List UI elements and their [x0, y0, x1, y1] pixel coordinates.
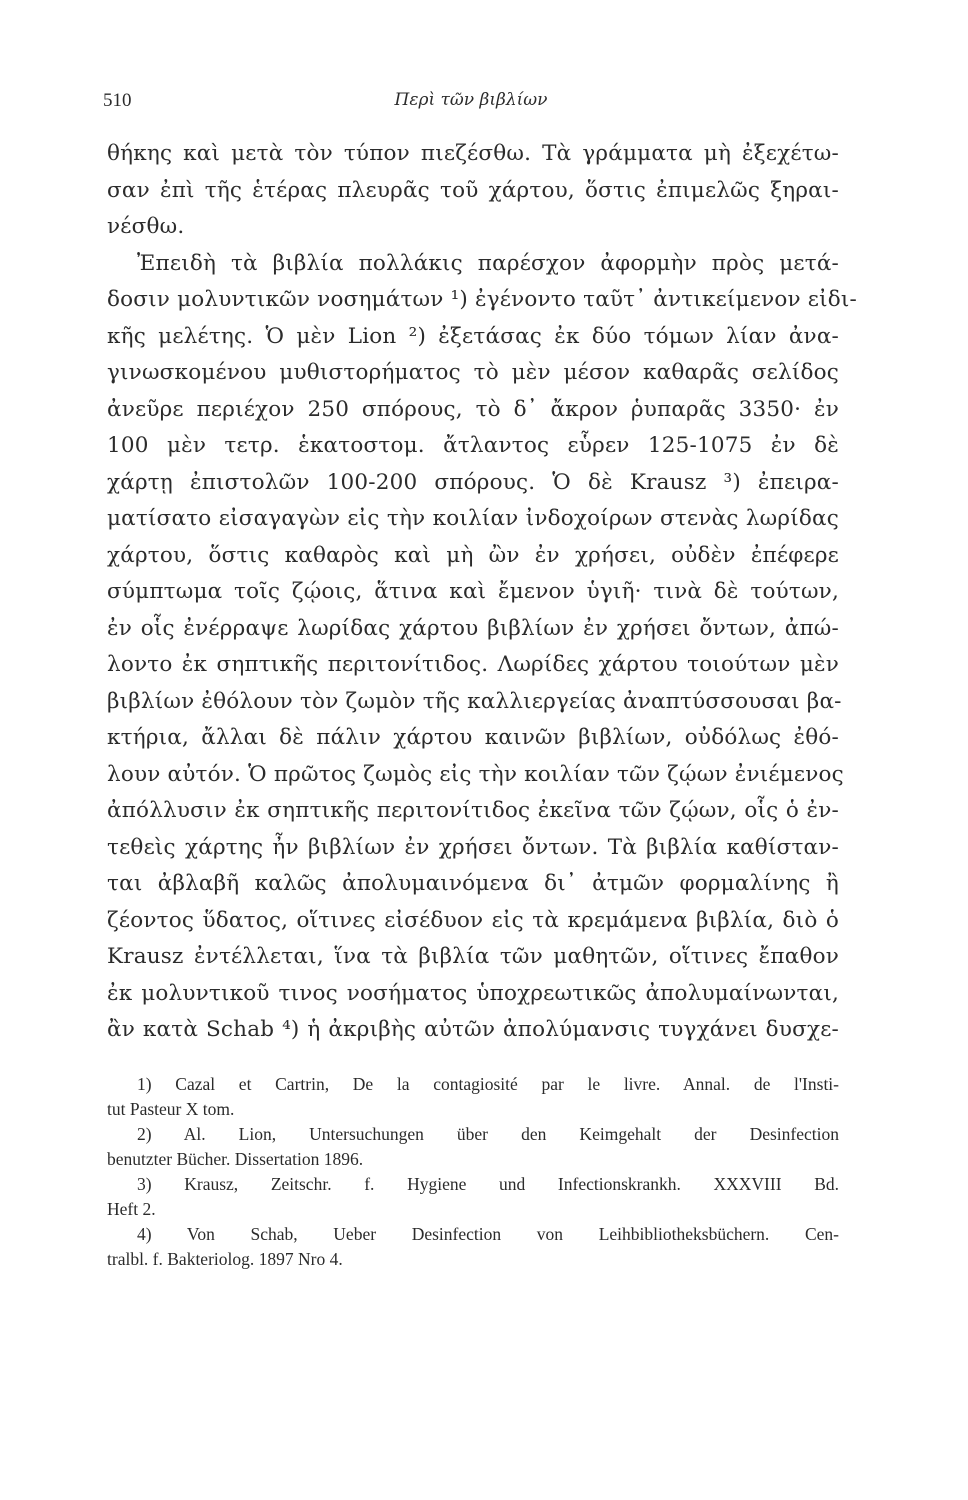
page-header	[103, 90, 839, 120]
text-line: λοντο ἐκ σηπτικῆς περιτονίτιδος. Λωρίδες χάρτου τοιούτων μὲν	[107, 652, 839, 677]
text-line: σαν ἐπὶ τῆς ἑτέρας πλευρᾶς τοῦ χάρτου, ὅστις ἐπιμελῶς ξηραι-	[107, 177, 839, 203]
footnote-line: 2) Al. Lion, Untersuchungen über den Keimgehalt der Desinfection	[137, 1124, 839, 1144]
text-line: ἂν κατὰ Schab ⁴) ἡ ἀκριβὴς αὐτῶν ἀπολύμανσις τυγχάνει δυσχε-	[107, 1017, 839, 1042]
text-line: δοσιν μολυντικῶν νοσημάτων ¹) ἐγένοντο ταῦτ᾿ ἀντικείμενον εἰδι-	[107, 287, 858, 312]
text-line: ματίσατο εἰσαγαγὼν εἰς τὴν κοιλίαν ἰνδοχοίρων στενὰς λωρίδας	[107, 506, 839, 531]
text-line: χάρτου, ὅστις καθαρὸς καὶ μὴ ὢν ἐν χρήσει, οὐδὲν ἐπέφερε	[107, 542, 839, 568]
text-line: ἀπόλλυσιν ἐκ σηπτικῆς περιτονίτιδος ἐκεῖνα τῶν ζῴων, οἷς ὁ ἐν-	[107, 798, 839, 823]
text-line: τεθεὶς χάρτης ἦν βιβλίων ἐν χρήσει ὄντων. Τὰ βιβλία καθίσταν-	[107, 834, 839, 860]
text-line: Ἐπειδὴ τὰ βιβλία πολλάκις παρέσχον ἀφορμὴν πρὸς μετά-	[137, 250, 839, 276]
body-text	[107, 136, 858, 1049]
footnote-line: 4) Von Schab, Ueber Desinfection von Leihbibliotheksbüchern. Cen-	[137, 1224, 839, 1244]
text-line: Krausz ἐντέλλεται, ἵνα τὰ βιβλία τῶν μαθητῶν, οἵτινες ἔπαθον	[107, 944, 839, 969]
text-line: ἀνεῦρε περιέχον 250 σπόρους, τὸ δ᾿ ἄκρον ῥυπαρᾶς 3350· ἐν	[107, 396, 839, 422]
text-line: χάρτῃ ἐπιστολῶν 100-200 σπόρους. Ὁ δὲ Krausz ³) ἐπειρα-	[107, 469, 839, 495]
footnote-line: 3) Krausz, Zeitschr. f. Hygiene und Infectionskrankh. XXXVIII Bd.	[137, 1174, 839, 1194]
footnote-line: benutzter Bücher. Dissertation 1896.	[107, 1149, 364, 1169]
text-line: 100 μὲν τετρ. ἑκατοστομ. ἄτλαντος εὗρεν 125-1075 ἐν δὲ	[107, 433, 839, 458]
page-number: 510	[103, 90, 132, 111]
footnotes	[107, 1072, 839, 1272]
text-line: βιβλίων ἐθόλουν τὸν ζωμὸν τῆς καλλιεργείας ἀναπτύσσουσαι βα-	[107, 688, 842, 714]
text-line: νέσθω.	[107, 214, 185, 239]
text-line: σύμπτωμα τοῖς ζῴοις, ἅτινα καὶ ἔμενον ὑγιῆ· τινὰ δὲ τούτων,	[107, 579, 839, 604]
text-line: κτήρια, ἄλλαι δὲ πάλιν χάρτου καινῶν βιβλίων, οὐδόλως ἐθό-	[107, 725, 839, 750]
running-title: Περὶ τῶν βιβλίων	[394, 90, 548, 110]
footnote-line: Heft 2.	[107, 1199, 156, 1219]
text-line: λουν αὐτόν. Ὁ πρῶτος ζωμὸς εἰς τὴν κοιλίαν τῶν ζῴων ἐνιέμενος	[107, 761, 844, 787]
text-line: κῆς μελέτης. Ὁ μὲν Lion ²) ἐξετάσας ἐκ δύο τόμων λίαν ἀνα-	[107, 323, 839, 349]
text-line: γινωσκομένου μυθιστορήματος τὸ μὲν μέσον καθαρᾶς σελίδος	[107, 360, 839, 385]
text-line: ζέοντος ὕδατος, οἵτινες εἰσέδυον εἰς τὰ κρεμάμενα βιβλία, διὸ ὁ	[107, 907, 839, 933]
footnote-line: tralbl. f. Bakteriolog. 1897 Nro 4.	[107, 1249, 343, 1269]
footnote-line: 1) Cazal et Cartrin, De la contagiosité par le livre. Annal. de l'Insti-	[137, 1074, 839, 1094]
text-line: ἐν οἷς ἐνέρραψε λωρίδας χάρτου βιβλίων ἐν χρήσει ὄντων, ἀπώ-	[107, 615, 839, 641]
text-line: ται ἀβλαβῆ καλῶς ἀπολυμαινόμενα δι᾿ ἀτμῶν φορμαλίνης ἢ	[107, 871, 839, 896]
text-line: θήκης καὶ μετὰ τὸν τύπον πιεζέσθω. Τὰ γράμματα μὴ ἐξεχέτω-	[107, 141, 839, 166]
footnote-line: tut Pasteur X tom.	[107, 1099, 235, 1119]
text-line: ἐκ μολυντικοῦ τινος νοσήματος ὑποχρεωτικῶς ἀπολυμαίνωνται,	[107, 980, 839, 1006]
